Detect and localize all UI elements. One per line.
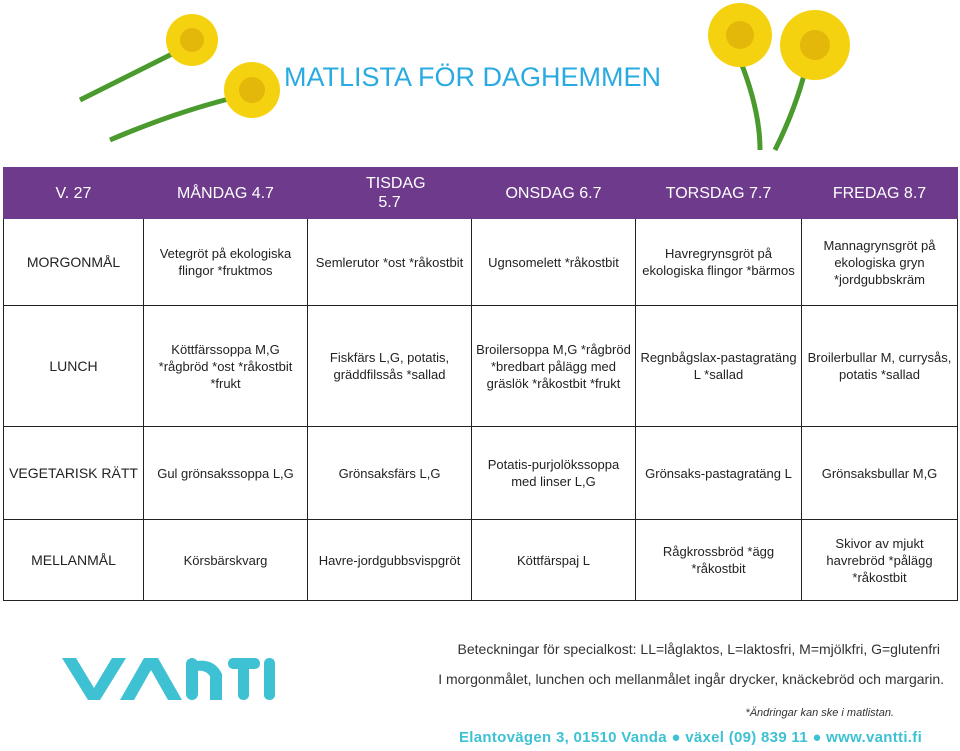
menu-cell: Broilersoppa M,G *rågbröd *bredbart pålägg med gräslök *råkostbit *frukt <box>472 306 636 427</box>
menu-cell: Ugnsomelett *råkostbit <box>472 219 636 306</box>
day-header-wednesday: ONSDAG 6.7 <box>472 168 636 219</box>
menu-cell: Gul grönsakssoppa L,G <box>144 427 308 520</box>
table-row <box>4 306 958 427</box>
row-label-morning: MORGONMÅL <box>4 219 144 306</box>
menu-cell: Potatis-purjolökssoppa med linser L,G <box>472 427 636 520</box>
menu-table <box>3 167 958 601</box>
menu-cell: Regnbågslax-pastagratäng L *sallad <box>636 306 802 427</box>
menu-cell: Köttfärssoppa M,G *rågbröd *ost *råkostbit *frukt <box>144 306 308 427</box>
vantti-logo <box>62 654 277 702</box>
day-header-tuesday: TISDAG 5.7 <box>308 168 472 219</box>
page-title: MATLISTA FÖR DAGHEMMEN <box>284 62 662 92</box>
week-label: V. 27 <box>4 168 144 219</box>
footer-contact: Elantovägen 3, 01510 Vanda ● växel (09) 839 11 ● www.vantti.fi <box>459 729 923 746</box>
menu-cell: Körsbärskvarg <box>144 520 308 601</box>
row-label-snack: MELLANMÅL <box>4 520 144 601</box>
menu-cell: Havregrynsgröt på ekologiska flingor *bärmos <box>636 219 802 306</box>
table-row <box>4 427 958 520</box>
day-header-thursday: TORSDAG 7.7 <box>636 168 802 219</box>
menu-cell: Havre-jordgubbsvispgröt <box>308 520 472 601</box>
row-label-vegetarian: VEGETARISK RÄTT <box>4 427 144 520</box>
menu-cell: Grönsaks-pastagratäng L <box>636 427 802 520</box>
coltsfoot-flower-image-left <box>70 0 290 150</box>
menu-cell: Vetegröt på ekologiska flingor *fruktmos <box>144 219 308 306</box>
menu-cell: Grönsaksfärs L,G <box>308 427 472 520</box>
legend-included-items: I morgonmålet, lunchen och mellanmålet ingår drycker, knäckebröd och margarin. <box>438 671 944 687</box>
day-header-monday: MÅNDAG 4.7 <box>144 168 308 219</box>
menu-cell: Grönsaksbullar M,G <box>802 427 958 520</box>
day-header-friday: FREDAG 8.7 <box>802 168 958 219</box>
header-row <box>4 168 958 219</box>
menu-cell: Broilerbullar M, currysås, potatis *sallad <box>802 306 958 427</box>
menu-cell: Köttfärspaj L <box>472 520 636 601</box>
menu-cell: Fiskfärs L,G, potatis, gräddfilssås *sallad <box>308 306 472 427</box>
row-label-lunch: LUNCH <box>4 306 144 427</box>
menu-cell: Skivor av mjukt havrebröd *pålägg *råkostbit <box>802 520 958 601</box>
menu-cell: Semlerutor *ost *råkostbit <box>308 219 472 306</box>
menu-cell: Mannagrynsgröt på ekologiska gryn *jordgubbskräm <box>802 219 958 306</box>
table-row <box>4 219 958 306</box>
menu-cell: Rågkrossbröd *ägg *råkostbit <box>636 520 802 601</box>
coltsfoot-flower-image-right <box>700 0 930 160</box>
table-row <box>4 520 958 601</box>
change-note: *Ändringar kan ske i matlistan. <box>745 707 894 719</box>
legend-special-diet: Beteckningar för specialkost: LL=låglaktos, L=laktosfri, M=mjölkfri, G=glutenfri <box>457 641 940 657</box>
